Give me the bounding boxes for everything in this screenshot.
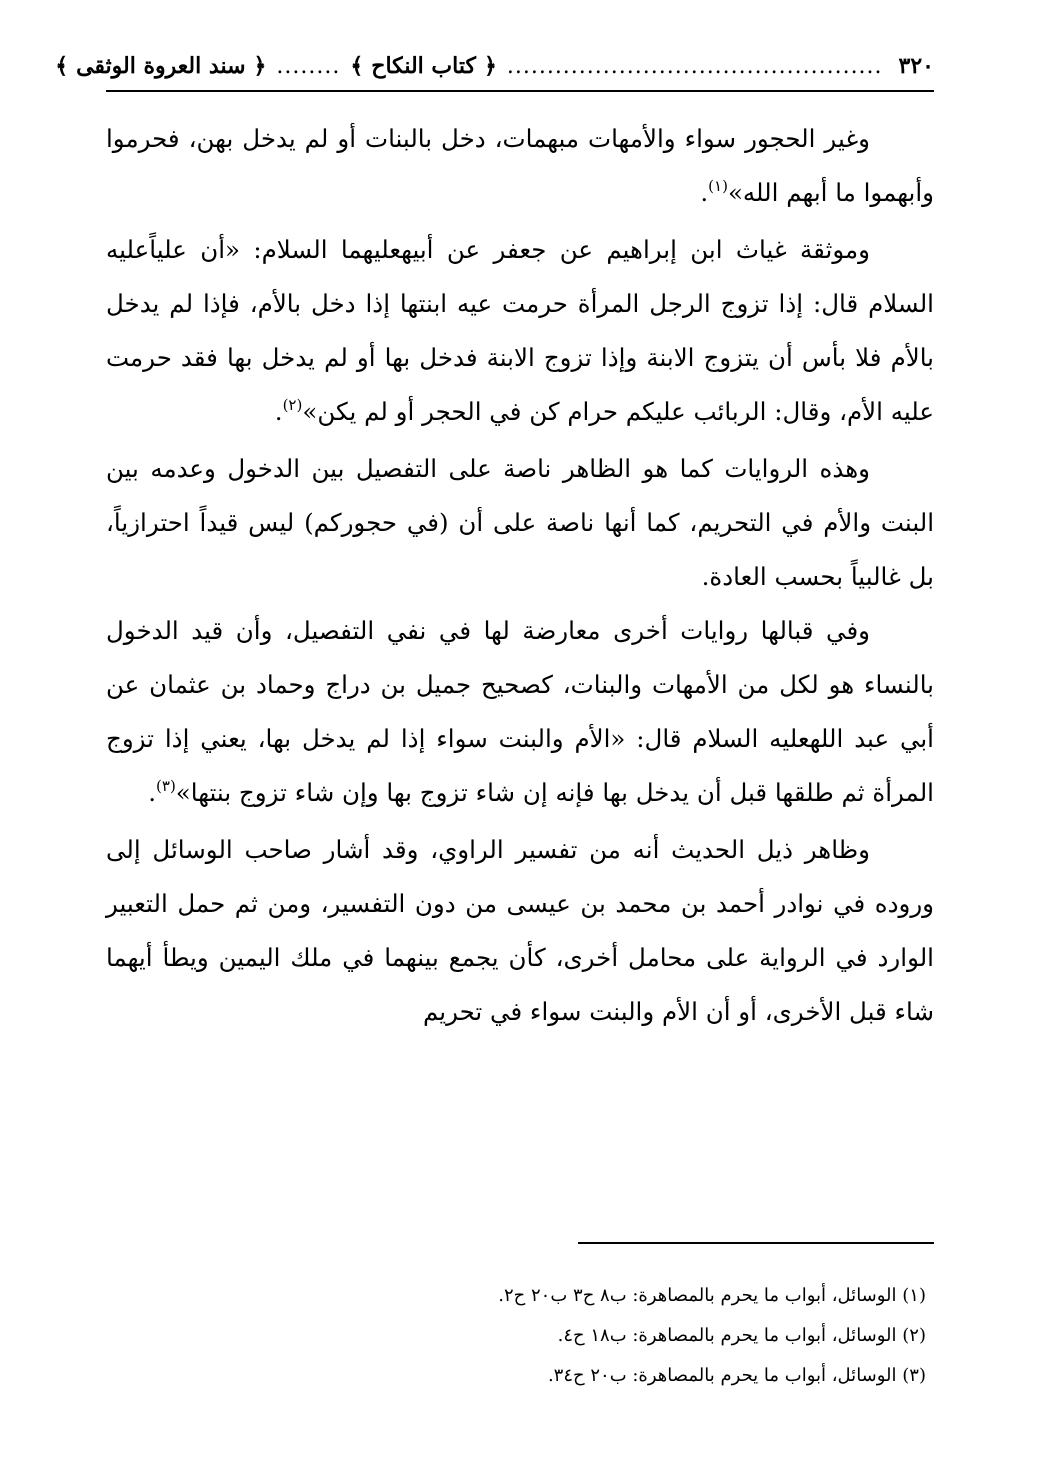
paragraph <box>106 823 934 1039</box>
paragraph <box>106 112 934 223</box>
footnote-rule <box>578 1242 934 1244</box>
header-dots-middle: ........ <box>276 53 341 79</box>
header-rule <box>106 90 934 92</box>
footnote-marker: (١) <box>708 177 728 195</box>
ornament-close: ﴾ <box>350 53 364 79</box>
ornament-close: ﴾ <box>55 53 69 79</box>
paragraph-end: . <box>700 178 709 207</box>
ornament-open: ﴿ <box>483 53 497 79</box>
paragraph-text: وموثقة غياث ابن إبراهيم عن جعفر عن أبيهعليهما السلام: «أن علياًعليه السلام قال: إذا تزوج الرجل المرأة حرمت عيه ابنتها إذا دخل بالأم، فإذا لم يدخل بالأم فلا بأس أن يتزوج الابنة وإذا تزوج الابنة فدخل بها أو لم يدخل بها فقد حرمت عليه الأم، وقال: الربائب عليكم حرام كن في الحجر أو لم يكن» <box>106 235 934 426</box>
paragraph-end: . <box>148 778 157 807</box>
footnote: (١) الوسائل، أبواب ما يحرم بالمصاهرة: ب٨ ح٣ ب٢٠ ح٢. <box>498 1285 926 1306</box>
footnote: (٣) الوسائل، أبواب ما يحرم بالمصاهرة: ب٢٠ ح٣٤. <box>547 1365 926 1386</box>
footnote-marker: (٢) <box>282 396 303 414</box>
paragraph-text: وظاهر ذيل الحديث أنه من تفسير الراوي، وقد أشار صاحب الوسائل إلى وروده في نوادر أحمد بن محمد بن عيسى من دون التفسير، ومن ثم حمل التعبير الوارد في الرواية على محامل أخرى، كأن يجمع بينهما في ملك اليمين ويطأ أيهما شاء قبل الأخرى، أو أن الأم والبنت سواء في تحريم <box>106 835 934 1026</box>
paragraph <box>106 442 934 604</box>
paragraph <box>106 223 934 442</box>
ornament-open: ﴿ <box>253 53 267 79</box>
body-text <box>106 112 934 1039</box>
header-dots-leader: ............................................... <box>506 53 883 79</box>
page-number: ٣٢٠ <box>898 53 934 79</box>
paragraph-text: وهذه الروايات كما هو الظاهر ناصة على التفصيل بين الدخول وعدمه بين البنت والأم في التحريم، كما أنها ناصة على أن (في حجوركم) ليس قيداً احترازياً، بل غالبياً بحسب العادة. <box>106 454 934 591</box>
footnotes <box>106 1276 926 1396</box>
footnote-marker: (٣) <box>156 777 176 795</box>
page-header <box>55 42 934 90</box>
paragraph-text: وفي قبالها روايات أخرى معارضة لها في نفي التفصيل، وأن قيد الدخول بالنساء هو لكل من الأمهات والبنات، كصحيح جميل بن دراج وحماد بن عثمان عن أبي عبد اللهعليه السلام قال: «الأم والبنت سواء إذا لم يدخل بها، يعني إذا تزوج المرأة ثم طلقها قبل أن يدخل بها فإنه إن شاء تزوج بها وإن شاء تزوج بنتها» <box>106 616 934 807</box>
footnote: (٢) الوسائل، أبواب ما يحرم بالمصاهرة: ب١٨ ح٤. <box>557 1325 926 1346</box>
section-title: كتاب النكاح <box>371 53 476 79</box>
paragraph <box>106 604 934 823</box>
paragraph-end: . <box>274 397 283 426</box>
paragraph-text: وغير الحجور سواء والأمهات مبهمات، دخل بالبنات أو لم يدخل بهن، فحرموا وأبهموا ما أبهم الله» <box>106 124 934 207</box>
book-title: سند العروة الوثقى <box>76 53 246 79</box>
